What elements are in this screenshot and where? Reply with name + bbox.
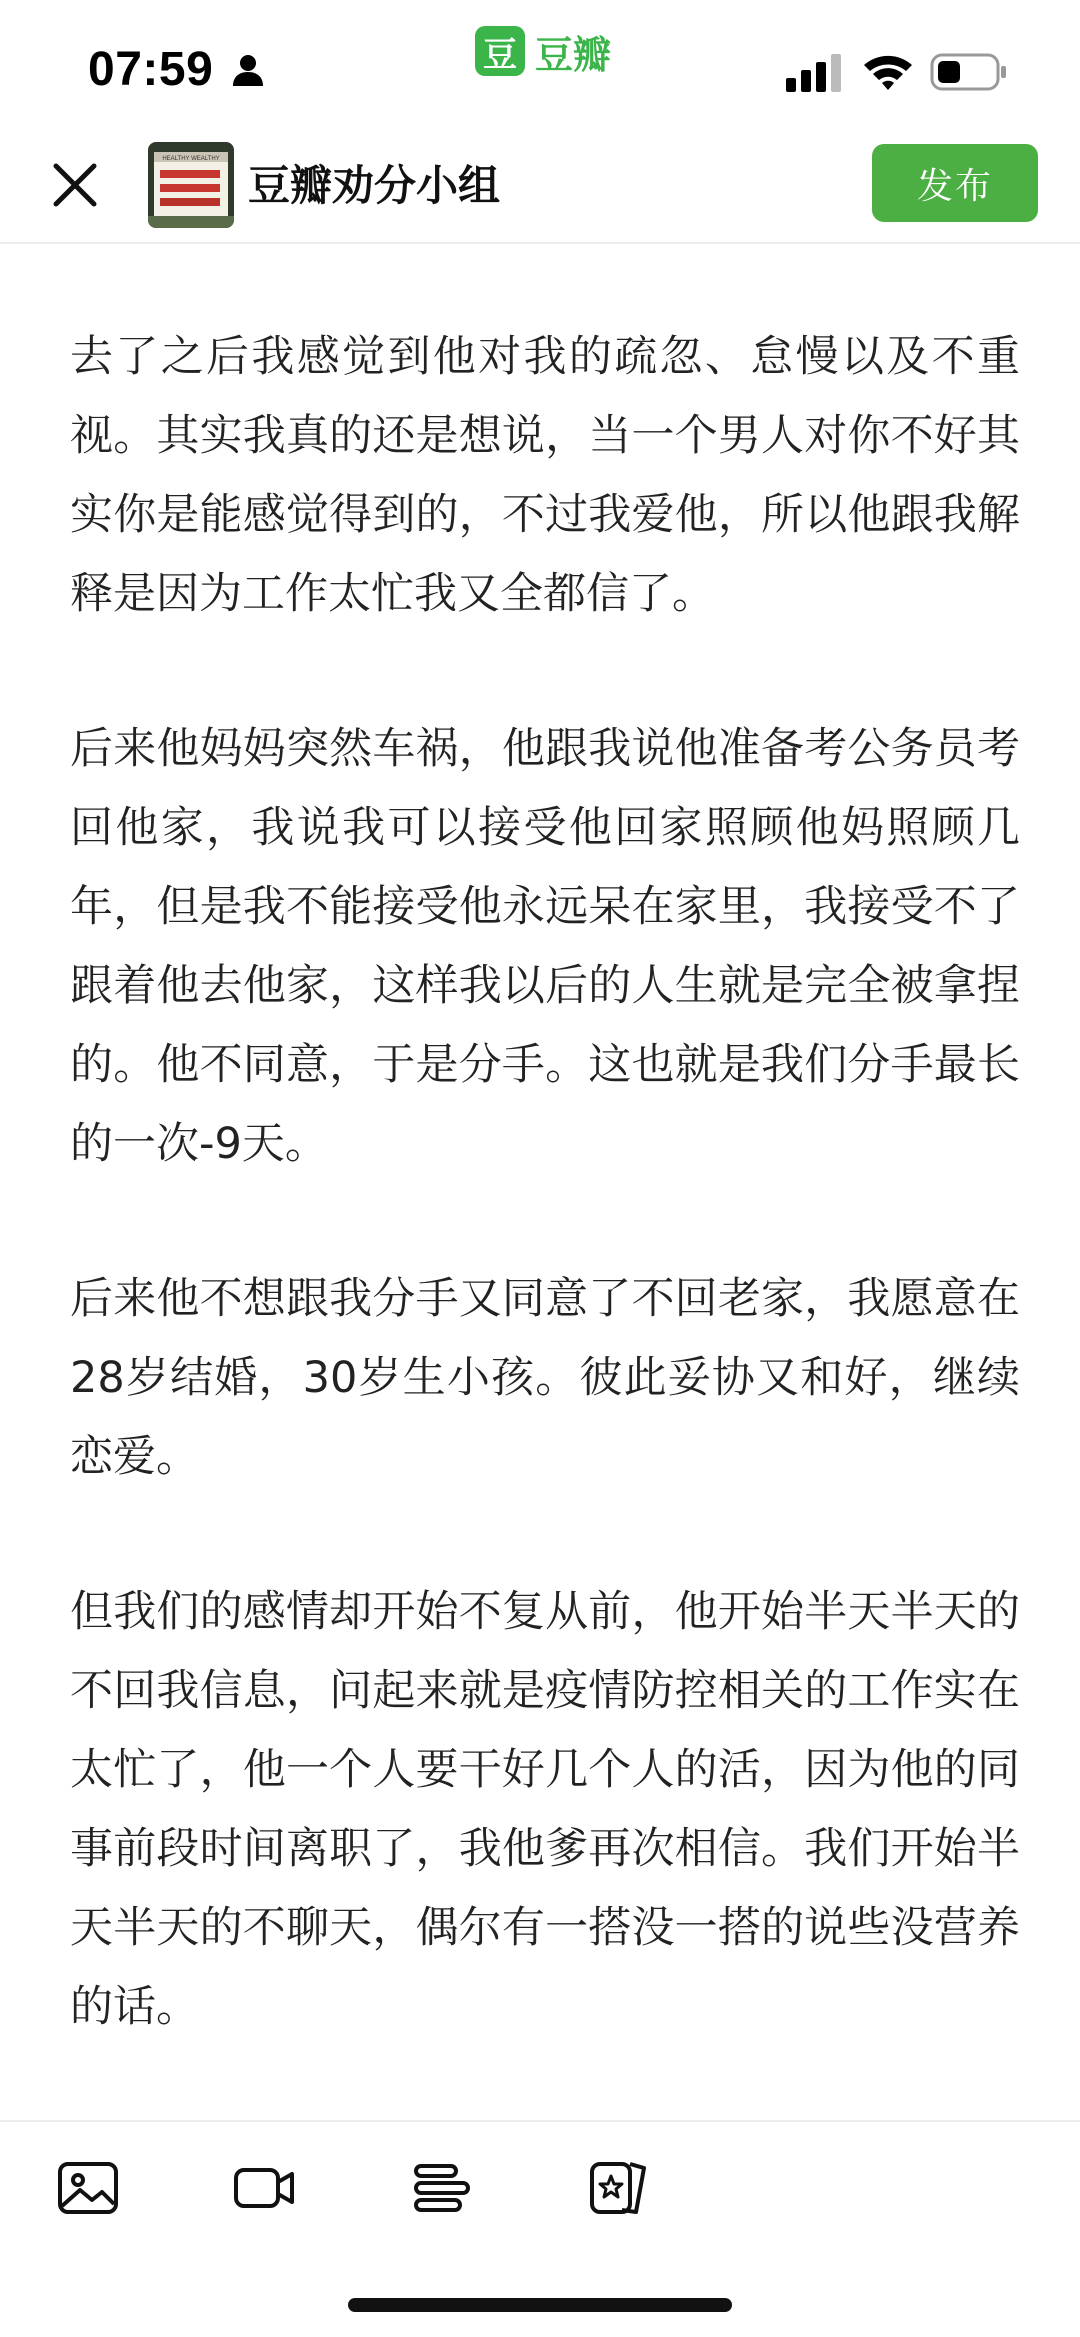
- cellular-signal-icon: [786, 54, 844, 92]
- post-paragraph-3[interactable]: 后来他不想跟我分手又同意了不回老家，我愿意在28岁结婚，30岁生小孩。彼此妥协又和好，继续恋爱。: [70, 1274, 1020, 1482]
- avatar-sign-text: HEALTHY WEALTHY: [162, 156, 220, 162]
- compose-toolbar: [0, 2120, 1080, 2250]
- publish-button[interactable]: 发布: [872, 144, 1038, 222]
- status-bar: [0, 0, 1080, 130]
- sticker-icon[interactable]: [586, 2156, 650, 2220]
- group-title[interactable]: 豆瓣劝分小组: [248, 161, 501, 210]
- post-paragraph-1[interactable]: 去了之后我感觉到他对我的疏忽、怠慢以及不重视。其实我真的还是想说，当一个男人对你不好其实你是能感觉得到的，不过我爱他，所以他跟我解释是因为工作太忙我又全都信了。: [70, 332, 1020, 619]
- douban-logo-icon: 豆: [475, 26, 525, 76]
- douban-app-name: 豆瓣: [535, 32, 612, 77]
- close-icon[interactable]: [50, 160, 100, 210]
- home-indicator[interactable]: [348, 2298, 732, 2312]
- wifi-icon: [862, 52, 914, 92]
- image-icon[interactable]: [56, 2156, 120, 2220]
- battery-icon: [930, 52, 1008, 92]
- post-paragraph-4[interactable]: 但我们的感情却开始不复从前，他开始半天半天的不回我信息，问起来就是疫情防控相关的工作实在太忙了，他一个人要干好几个人的活，因为他的同事前段时间离职了，我他爹再次相信。我们开始半天半天的不聊天，偶尔有一搭没一搭的说些没营养的话。: [70, 1587, 1020, 2032]
- video-icon[interactable]: [232, 2156, 296, 2220]
- post-body-editor[interactable]: [70, 318, 1020, 2123]
- text-format-icon[interactable]: [410, 2156, 474, 2220]
- compose-header: [0, 130, 1080, 244]
- post-paragraph-2[interactable]: 后来他妈妈突然车祸，他跟我说他准备考公务员考回他家，我说我可以接受他回家照顾他妈照顾几年，但是我不能接受他永远呆在家里，我接受不了跟着他去他家，这样我以后的人生就是完全被拿捏的。他不同意，于是分手。这也就是我们分手最长的一次-9天。: [70, 724, 1020, 1169]
- person-icon: [230, 52, 266, 88]
- group-avatar[interactable]: [148, 142, 234, 228]
- status-time: 07:59: [88, 43, 214, 96]
- douban-app-badge: [475, 26, 611, 76]
